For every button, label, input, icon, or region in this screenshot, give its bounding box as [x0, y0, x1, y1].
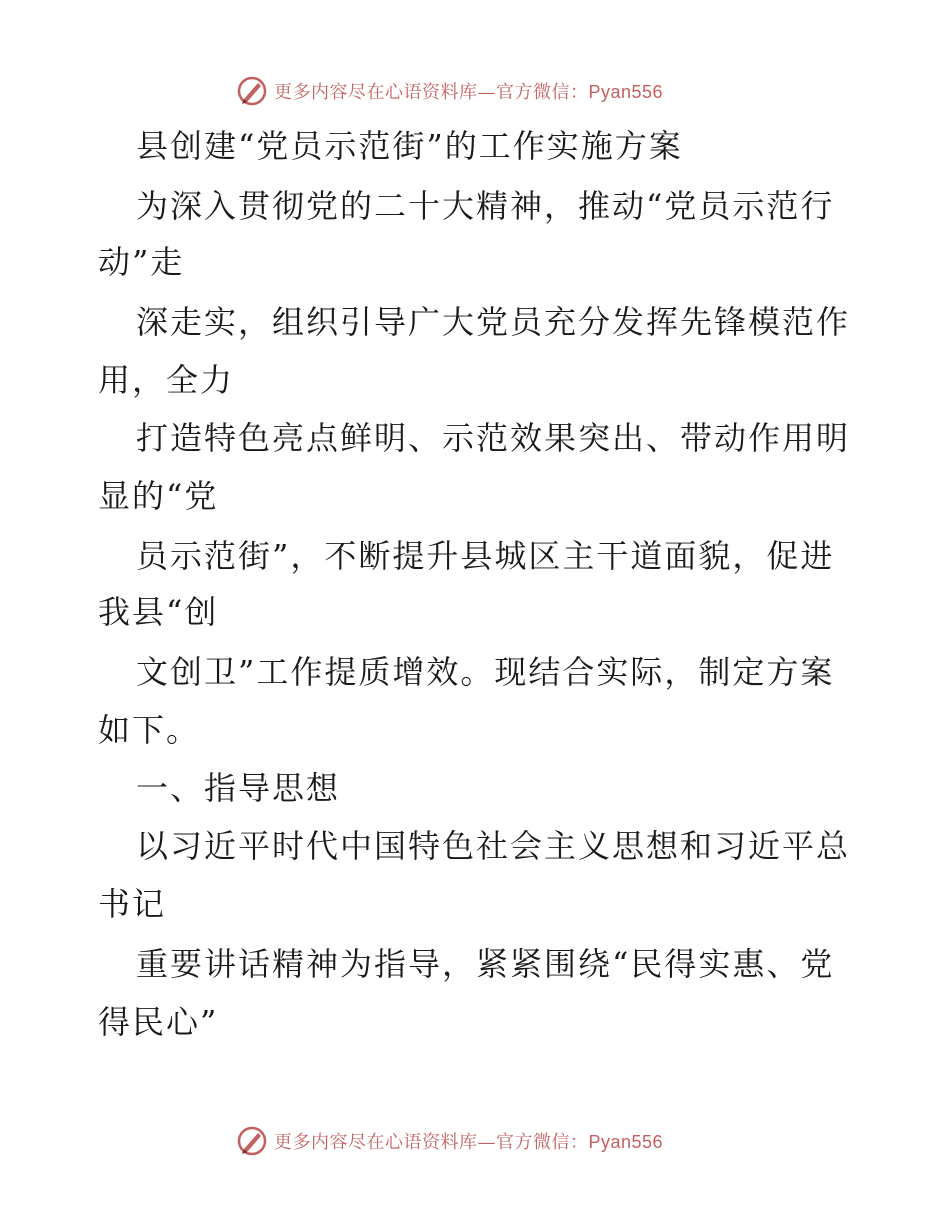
- paragraph-line: 动”走: [98, 243, 185, 281]
- paragraph-line: 显的“党: [98, 477, 219, 515]
- paragraph-line: 员示范街”，不断提升县城区主干道面貌，促进: [136, 537, 835, 575]
- paragraph-line: 用，全力: [98, 361, 235, 399]
- watermark-text: 更多内容尽在心语资料库—官方微信：Pyan556: [274, 1132, 664, 1153]
- footer-watermark: [236, 1124, 663, 1158]
- paragraph-line: 为深入贯彻党的二十大精神，推动“党员示范行: [136, 187, 835, 225]
- paragraph-line: 我县“创: [98, 593, 219, 631]
- paragraph-line: 书记: [98, 885, 167, 923]
- watermark-wechat-id: Pyan556: [588, 1132, 664, 1152]
- paragraph-line: 重要讲话精神为指导，紧紧围绕“民得实惠、党: [136, 945, 835, 983]
- paragraph-line: 以习近平时代中国特色社会主义思想和习近平总: [136, 827, 851, 865]
- pen-logo-icon: [236, 1125, 268, 1157]
- header-watermark: [236, 74, 663, 108]
- paragraph-line: 文创卫”工作提质增效。现结合实际，制定方案: [136, 653, 835, 691]
- paragraph-line: 深走实，组织引导广大党员充分发挥先锋模范作: [136, 303, 851, 341]
- paragraph-line: 如下。: [98, 711, 201, 749]
- paragraph-line: 打造特色亮点鲜明、示范效果突出、带动作用明: [136, 419, 851, 457]
- paragraph-line: 得民心”: [98, 1003, 219, 1041]
- watermark-wechat-id: Pyan556: [588, 82, 664, 102]
- pen-logo-icon: [236, 75, 268, 107]
- watermark-text: 更多内容尽在心语资料库—官方微信：Pyan556: [274, 82, 664, 103]
- document-title: 县创建“党员示范街”的工作实施方案: [136, 127, 683, 165]
- section-heading: 一、指导思想: [136, 769, 341, 807]
